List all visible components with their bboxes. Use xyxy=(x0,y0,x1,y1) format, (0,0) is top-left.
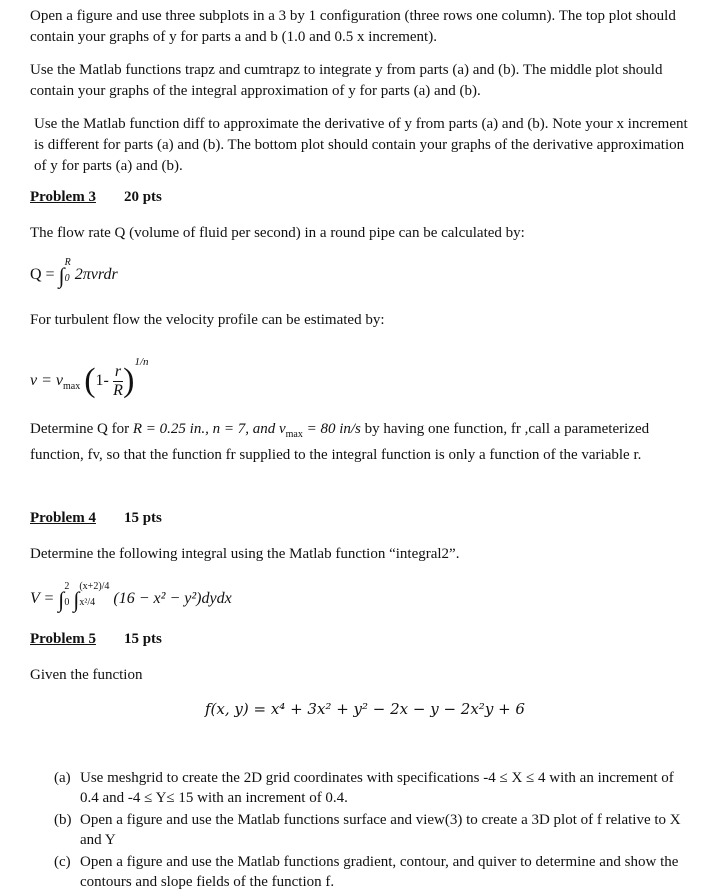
function-definition: f(x, y) = x⁴ + 3x² + y² − 2x − y − 2x²y + 6 xyxy=(205,700,525,718)
problem4-heading xyxy=(30,510,162,527)
problem5-heading xyxy=(30,631,162,648)
problem5-title: Problem 5 xyxy=(30,631,96,647)
intro-paragraph-2: Use the Matlab functions trapz and cumtrapz to integrate y from parts (a) and (b). The middle plot should contain your graphs of the integral approximation of y for parts (a) and (b). xyxy=(30,62,663,99)
flow-rate-equation: Q = ∫ R 0 2πvrdr xyxy=(30,257,118,288)
list-item: (b) Open a figure and use the Matlab functions surface and view(3) to create a 3D plot of f relative to X and Y xyxy=(54,812,681,848)
problem3-text-2: For turbulent flow the velocity profile can be estimated by: xyxy=(30,312,385,328)
problem4-title: Problem 4 xyxy=(30,510,96,526)
problem3-heading xyxy=(30,189,162,206)
problem4-points: 15 pts xyxy=(123,510,162,526)
problem5-text-1: Given the function xyxy=(30,667,143,683)
velocity-profile-equation: v = v max ( 1- r R ) 1/n xyxy=(30,356,149,399)
intro-paragraph-1: Open a figure and use three subplots in a 3 by 1 configuration (three rows one column). The top plot should contain your graphs of y for parts a and b (1.0 and 0.5 x increment). xyxy=(30,8,676,45)
problem5-items xyxy=(54,768,690,894)
problem3-points: 20 pts xyxy=(123,189,162,205)
problem3-title: Problem 3 xyxy=(30,189,96,205)
problem3-text-3: Determine Q for R = 0.25 in., n = 7, and $v_{max} = 80$ in/s by having one function, fr ,call a parameterized function, fv, so that the function fr supplied to the integral function is only a function of the variable r. xyxy=(30,421,650,463)
list-item: (c) Open a figure and use the Matlab functions gradient, contour, and quiver to determine and show the contours and slope fields of the function f. xyxy=(54,854,679,890)
list-item: (a) Use meshgrid to create the 2D grid coordinates with specifications -4 ≤ X ≤ 4 with an increment of 0.4 and -4 ≤ Y≤ 15 with an increment of 0.4. xyxy=(54,770,674,806)
intro-paragraph-3: Use the Matlab function diff to approximate the derivative of y from parts (a) and (b). Note your x increment is different for parts (a) and (b). The bottom plot should contain your graphs of the derivative approximation of y for parts (a) and (b). xyxy=(34,116,688,174)
double-integral-equation: V = ∫ 2 0 ∫ (x+2)/4 x²/4 (16 − x² − y²)dydx xyxy=(30,581,232,612)
problem3-text-1: The flow rate Q (volume of fluid per second) in a round pipe can be calculated by: xyxy=(30,225,525,241)
problem5-points: 15 pts xyxy=(123,631,162,647)
problem4-text-1: Determine the following integral using the Matlab function “integral2”. xyxy=(30,546,460,562)
